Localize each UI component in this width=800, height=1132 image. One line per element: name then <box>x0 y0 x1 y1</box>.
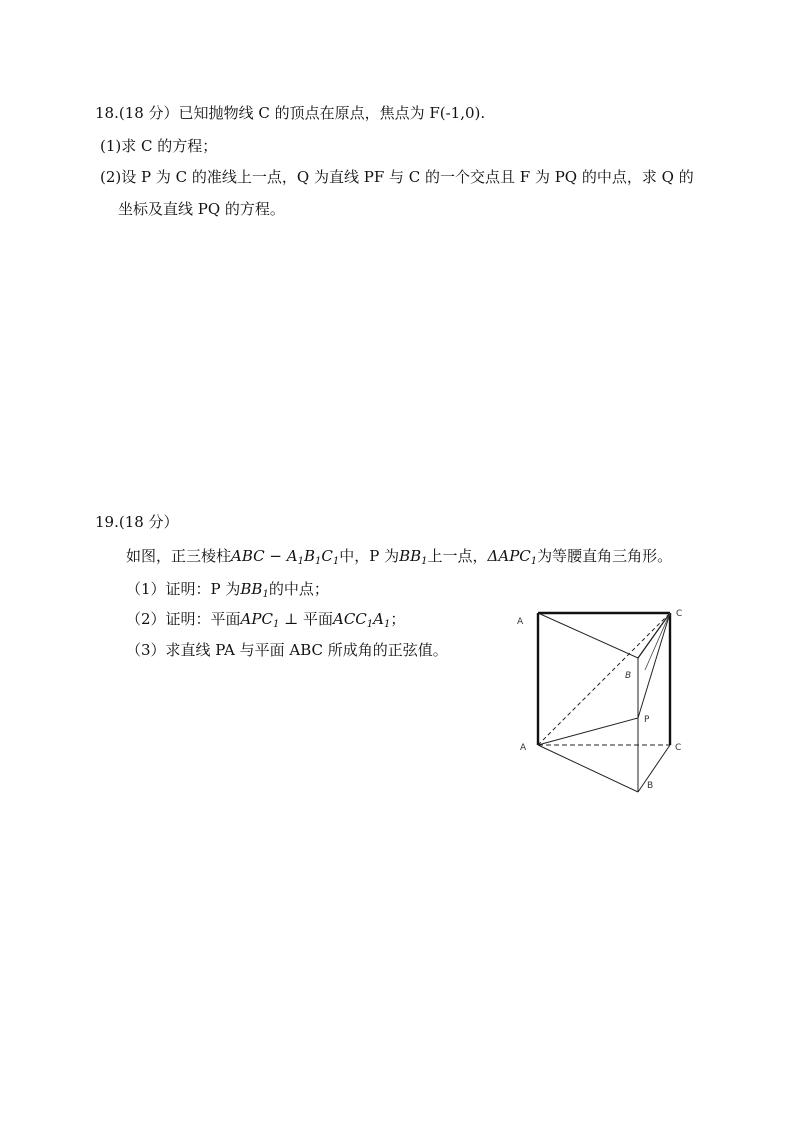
line-ap <box>538 718 638 745</box>
label-p: P <box>644 715 650 725</box>
edge-a1b1 <box>538 613 638 658</box>
line-c1-fan <box>645 613 670 670</box>
problem18-part1: (1)求 C 的方程； <box>100 137 218 155</box>
stem-text: 为等腰直角三角形。 <box>537 547 673 565</box>
problem18-part2-line2: 坐标及直线 PQ 的方程。 <box>118 200 285 218</box>
line-c1b1-front <box>638 613 670 658</box>
label-b1: B <box>625 671 632 681</box>
stem-text: 如图，正三棱柱 <box>126 547 232 565</box>
stem-text: 中，P 为 <box>339 547 400 565</box>
stem-text: 上一点， <box>427 547 488 565</box>
label-c1: C <box>676 609 683 619</box>
triangle-apc1: $\Delta APC_1$ <box>487 547 538 567</box>
edge-ab <box>538 745 638 792</box>
label-c: C <box>675 743 682 753</box>
segment-bb1: $BB_1$ <box>399 547 428 567</box>
label-b: B <box>647 781 654 791</box>
edge-bc <box>638 745 670 792</box>
problem19-part1: （1）证明：P 为$BB_1$的中点； <box>126 580 329 600</box>
problem19-stem <box>126 546 672 566</box>
problem19-title: 19.(18 分） <box>95 513 179 531</box>
problem18-title: 18.(18 分）已知抛物线 C 的顶点在原点，焦点为 F(-1,0). <box>95 104 486 122</box>
problem19-part2: （2）证明：平面$APC_1$ ⊥ 平面$ACC_1A_1$； <box>126 610 406 630</box>
problem19-part3: （3）求直线 PA 与平面 ABC 所成角的正弦值。 <box>126 641 448 659</box>
prism-name: ABC − $A_1B_1C_1$ <box>231 547 340 567</box>
prism-figure <box>505 600 705 800</box>
label-a1: A <box>517 617 524 627</box>
problem18-part2-line1: (2)设 P 为 C 的准线上一点，Q 为直线 PF 与 C 的一个交点且 F 为 PQ 的中点，求 Q 的 <box>100 168 694 186</box>
label-a: A <box>520 743 527 753</box>
